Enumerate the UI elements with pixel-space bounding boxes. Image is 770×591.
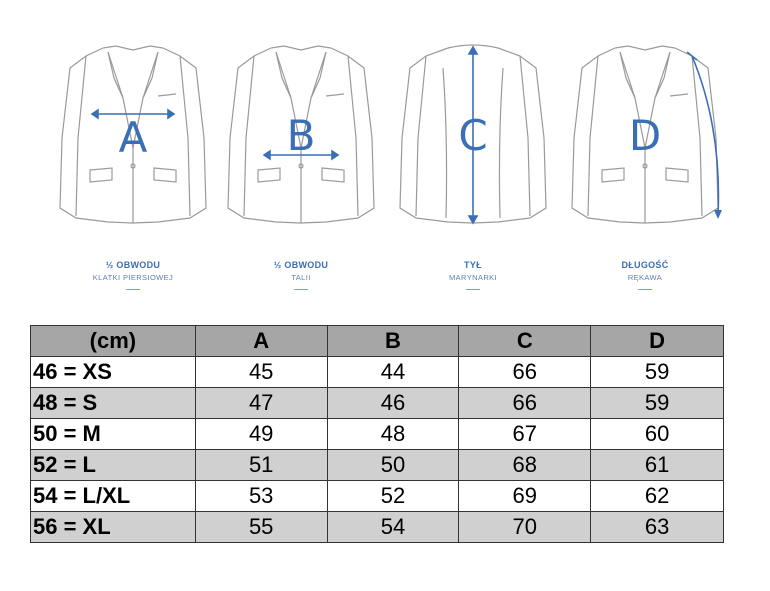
- table-cell: 51: [195, 450, 327, 481]
- caption-line1: DŁUGOŚĆ: [621, 260, 669, 270]
- table-cell: 69: [459, 481, 591, 512]
- table-row: [31, 481, 724, 512]
- header-cell: (cm): [31, 326, 196, 357]
- table-cell: 46: [327, 388, 459, 419]
- table-cell: 45: [195, 357, 327, 388]
- figure-caption: [388, 260, 558, 290]
- table-row: [31, 450, 724, 481]
- table-cell: 62: [591, 481, 724, 512]
- caption-divider: [638, 289, 652, 290]
- table-cell: 59: [591, 388, 724, 419]
- size-label: 46 = XS: [31, 357, 196, 388]
- caption-divider: [126, 289, 140, 290]
- table-row: [31, 419, 724, 450]
- table-cell: 68: [459, 450, 591, 481]
- jacket-front-icon: [48, 38, 218, 228]
- table-cell: 60: [591, 419, 724, 450]
- header-cell: A: [195, 326, 327, 357]
- caption-line1: TYŁ: [464, 260, 482, 270]
- table-row: [31, 357, 724, 388]
- table-cell: 53: [195, 481, 327, 512]
- table-cell: 48: [327, 419, 459, 450]
- table-cell: 50: [327, 450, 459, 481]
- figure-letter: C: [458, 111, 488, 160]
- figure-caption: [216, 260, 386, 290]
- figure-letter: A: [118, 113, 148, 162]
- table-cell: 55: [195, 512, 327, 543]
- caption-line1: ½ OBWODU: [105, 260, 161, 270]
- table-cell: 47: [195, 388, 327, 419]
- table-cell: 54: [327, 512, 459, 543]
- table-header-row: [31, 326, 724, 357]
- table-cell: 52: [327, 481, 459, 512]
- table-cell: 66: [459, 357, 591, 388]
- caption-divider: [294, 289, 308, 290]
- jacket-figure-b: [216, 38, 386, 298]
- jacket-figure-c: [388, 38, 558, 298]
- jacket-front-icon: [216, 38, 386, 228]
- caption-line2: RĘKAWA: [627, 273, 663, 282]
- header-cell: C: [459, 326, 591, 357]
- table-cell: 59: [591, 357, 724, 388]
- table-row: [31, 512, 724, 543]
- table-row: [31, 388, 724, 419]
- jacket-front-icon: [560, 38, 730, 228]
- size-label: 48 = S: [31, 388, 196, 419]
- table-cell: 70: [459, 512, 591, 543]
- jacket-back-icon: [388, 38, 558, 228]
- caption-line1: ½ OBWODU: [273, 260, 329, 270]
- table-cell: 61: [591, 450, 724, 481]
- figure-letter: B: [286, 111, 316, 160]
- size-table: [30, 325, 724, 543]
- table-cell: 67: [459, 419, 591, 450]
- jacket-figure-a: [48, 38, 218, 298]
- size-label: 54 = L/XL: [31, 481, 196, 512]
- caption-line2: TALII: [291, 273, 311, 282]
- caption-line2: MARYNARKI: [448, 273, 498, 282]
- jacket-figure-d: [560, 38, 730, 298]
- size-label: 56 = XL: [31, 512, 196, 543]
- table-cell: 49: [195, 419, 327, 450]
- table-cell: 63: [591, 512, 724, 543]
- size-label: 52 = L: [31, 450, 196, 481]
- figure-letter: D: [628, 111, 662, 160]
- header-cell: B: [327, 326, 459, 357]
- table-cell: 66: [459, 388, 591, 419]
- figure-caption: [48, 260, 218, 290]
- caption-line2: KLATKI PIERSIOWEJ: [92, 273, 174, 282]
- figure-caption: [560, 260, 730, 290]
- size-label: 50 = M: [31, 419, 196, 450]
- table-cell: 44: [327, 357, 459, 388]
- caption-divider: [466, 289, 480, 290]
- header-cell: D: [591, 326, 724, 357]
